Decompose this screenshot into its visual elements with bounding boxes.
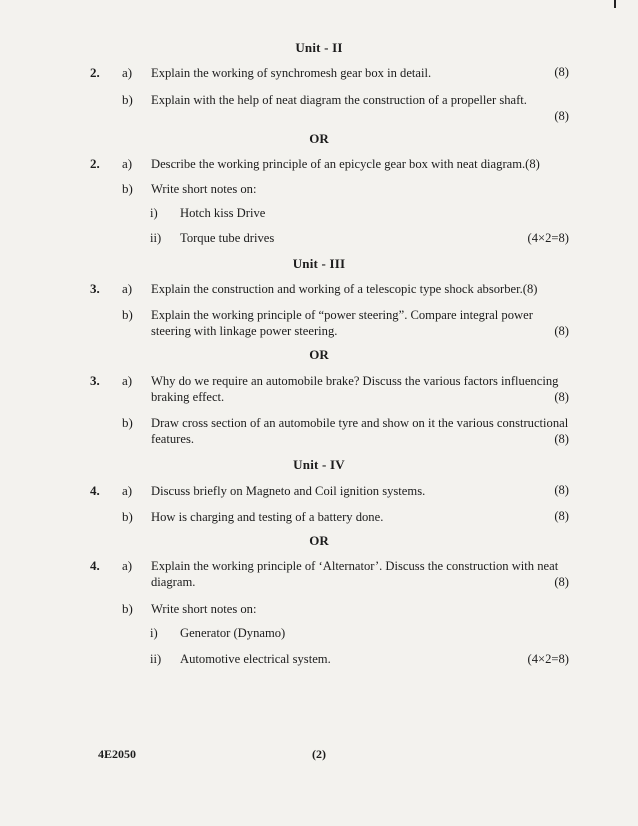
part-label: a) xyxy=(122,483,133,498)
marks: (8) xyxy=(554,432,569,446)
or-separator: OR xyxy=(309,347,329,362)
part-label: a) xyxy=(122,373,133,388)
question-text: Draw cross section of an automobile tyre and show on it the various constructional features. xyxy=(151,416,569,446)
marks: (8) xyxy=(554,390,569,404)
question-text: Explain with the help of neat diagram the construction of a propeller shaft. xyxy=(151,93,527,107)
edge-mark xyxy=(614,0,616,8)
sub-item-number: i) xyxy=(150,626,158,640)
question-text: Write short notes on: xyxy=(151,602,257,616)
question-text: Explain the working of synchromesh gear box in detail. xyxy=(151,66,432,80)
sub-item-text: Automotive electrical system. xyxy=(180,652,331,666)
part-label: b) xyxy=(122,307,133,322)
sub-item-number: ii) xyxy=(150,652,162,666)
or-separator: OR xyxy=(309,131,329,146)
paper-code: 4E2050 xyxy=(98,747,137,761)
question-number: 4. xyxy=(90,483,100,498)
sub-item-number: ii) xyxy=(150,231,162,245)
or-separator: OR xyxy=(309,533,329,548)
question-text: Explain the working principle of “power steering”. Compare integral power steering with linkage power steering. xyxy=(151,308,533,338)
page-number: (2) xyxy=(312,747,326,761)
sub-item-text: Generator (Dynamo) xyxy=(180,626,286,640)
part-label: a) xyxy=(122,558,133,573)
part-label: b) xyxy=(122,181,133,196)
question-number: 4. xyxy=(90,558,100,573)
question-text: Discuss briefly on Magneto and Coil ignition systems. xyxy=(151,484,426,498)
marks: (8) xyxy=(554,575,569,589)
marks: (8) xyxy=(554,65,569,79)
part-label: b) xyxy=(122,92,133,107)
marks: (8) xyxy=(554,509,569,523)
marks: (4×2=8) xyxy=(527,652,569,666)
part-label: b) xyxy=(122,601,133,616)
question-text: Why do we require an automobile brake? Discuss the various factors influencing braking effect. xyxy=(151,374,559,404)
question-number: 2. xyxy=(90,65,100,80)
marks: (4×2=8) xyxy=(527,231,569,245)
unit-2-heading: Unit - II xyxy=(295,40,343,55)
marks: (8) xyxy=(554,483,569,497)
marks: (8) xyxy=(554,109,569,123)
question-text: Write short notes on: xyxy=(151,182,257,196)
part-label: b) xyxy=(122,509,133,524)
question-text: Explain the working principle of ‘Alternator’. Discuss the construction with neat diagram. xyxy=(151,559,559,589)
part-label: a) xyxy=(122,65,133,80)
unit-3-heading: Unit - III xyxy=(292,256,346,271)
question-number: 3. xyxy=(90,373,100,388)
question-text: How is charging and testing of a battery done. xyxy=(151,510,384,524)
part-label: a) xyxy=(122,281,133,296)
part-label: b) xyxy=(122,415,133,430)
question-number: 2. xyxy=(90,156,100,171)
part-label: a) xyxy=(122,156,133,171)
marks: (8) xyxy=(554,324,569,338)
question-text: Explain the construction and working of a telescopic type shock absorber.(8) xyxy=(151,282,538,296)
sub-item-text: Torque tube drives xyxy=(180,231,275,245)
question-text: Describe the working principle of an epicycle gear box with neat diagram.(8) xyxy=(151,157,540,171)
unit-4-heading: Unit - IV xyxy=(293,457,345,472)
question-number: 3. xyxy=(90,281,100,296)
sub-item-text: Hotch kiss Drive xyxy=(180,206,266,220)
sub-item-number: i) xyxy=(150,206,158,220)
